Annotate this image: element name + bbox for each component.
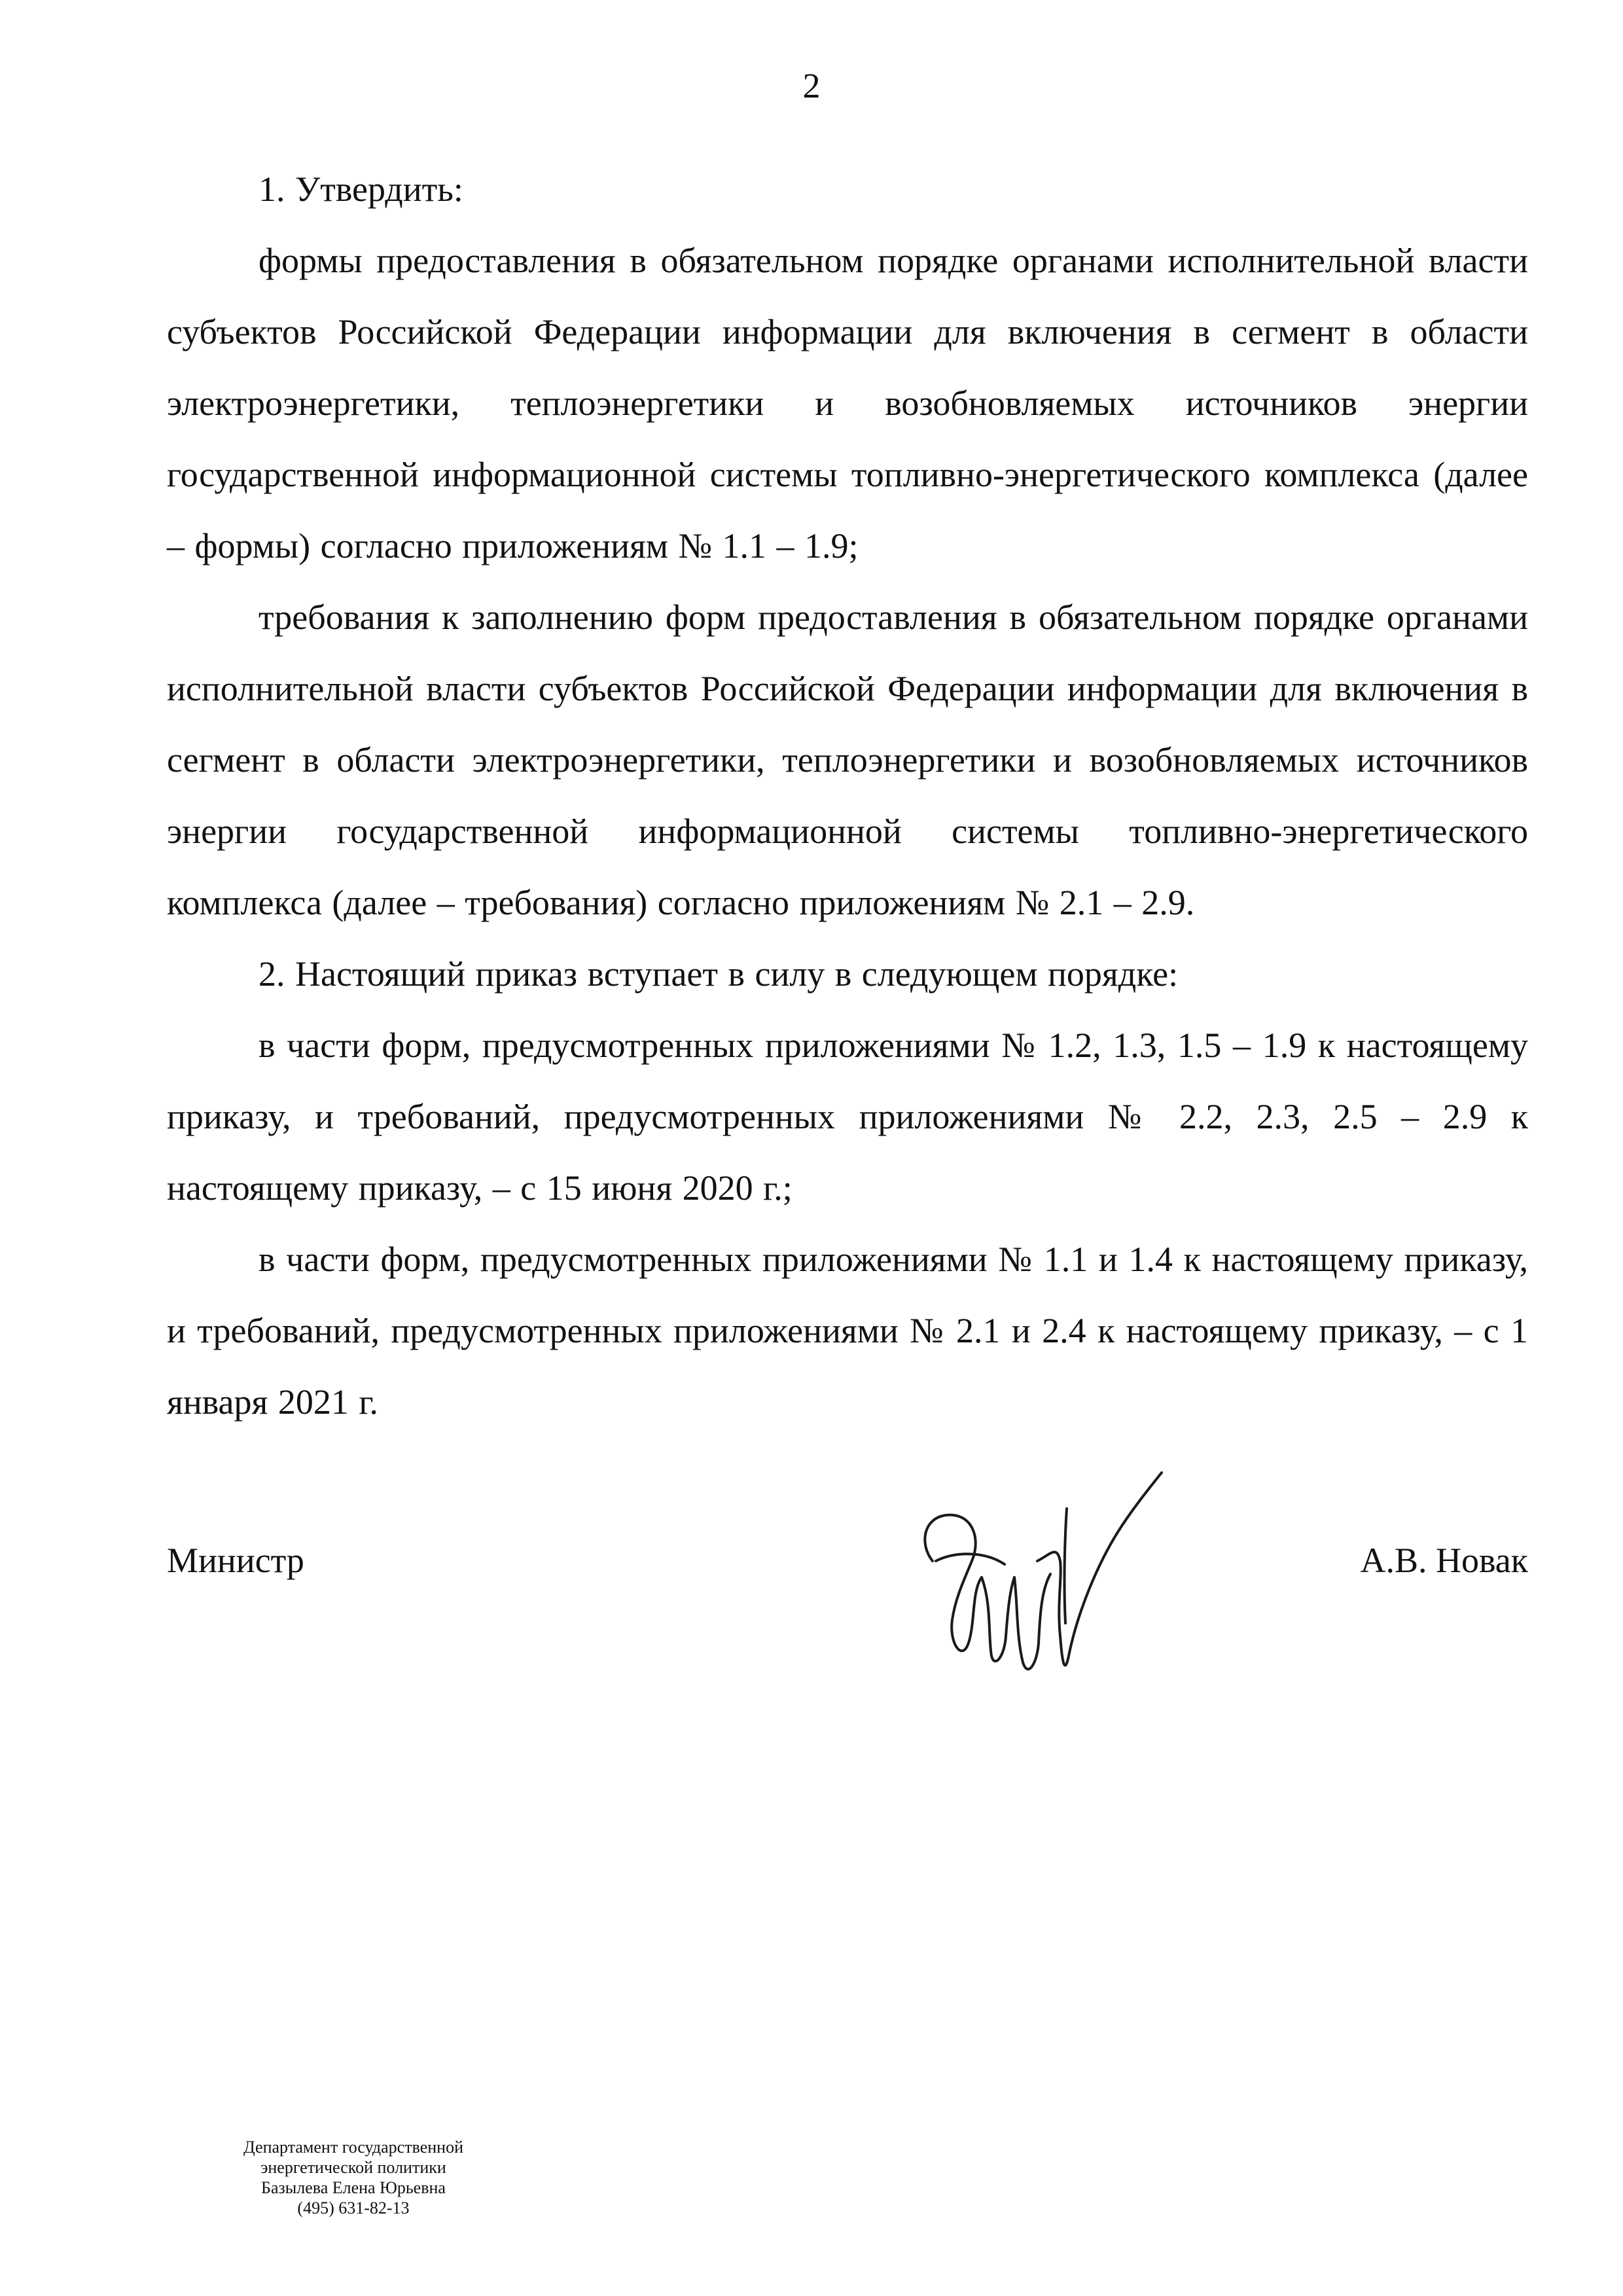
footer-department-line2: энергетической политики: [260, 2158, 446, 2177]
signer-name: А.В. Новак: [1360, 1541, 1528, 1580]
document-body: [167, 154, 1528, 1438]
executor-footer: [183, 2137, 524, 2218]
clause-1-forms: формы предоставления в обязательном порядке органами исполнительной власти субъектов Российской Федерации информации для включения в сегмент в области электроэнергетики, теплоэнергетики и возобновляемых источников энергии государственной информационной системы топливно-энергетического комплекса (далее – формы) согласно приложениям № 1.1 – 1.9;: [167, 241, 1528, 565]
clause-2-part-1: в части форм, предусмотренных приложениями № 1.2, 1.3, 1.5 – 1.9 к настоящему приказу, и требований, предусмотренных приложениями № 2.2, 2.3, 2.5 – 2.9 к настоящему приказу, – с 15 июня 2020 г.;: [167, 1026, 1528, 1208]
clause-1-heading: 1. Утвердить:: [259, 170, 463, 209]
handwritten-signature: [893, 1446, 1181, 1734]
footer-contact-name: Базылева Елена Юрьевна: [261, 2178, 446, 2197]
signature-block: [167, 1525, 1528, 1721]
footer-department: Департамент государственной: [243, 2138, 463, 2157]
page-number: 2: [802, 66, 821, 105]
clause-1-requirements: требования к заполнению форм предоставления в обязательном порядке органами исполнительной власти субъектов Российской Федерации информации для включения в сегмент в области электроэнергетики, теплоэнергетики и возобновляемых источников энергии государственной информационной системы топливно-энергетического комплекса (далее – требования) согласно приложениям № 2.1 – 2.9.: [167, 598, 1528, 922]
clause-2-part-2: в части форм, предусмотренных приложениями № 1.1 и 1.4 к настоящему приказу, и требований, предусмотренных приложениями № 2.1 и 2.4 к настоящему приказу, – с 1 января 2021 г.: [167, 1240, 1528, 1422]
footer-phone: (495) 631-82-13: [297, 2198, 410, 2217]
clause-2-heading: 2. Настоящий приказ вступает в силу в следующем порядке:: [259, 954, 1179, 994]
signer-title: Министр: [167, 1541, 304, 1580]
